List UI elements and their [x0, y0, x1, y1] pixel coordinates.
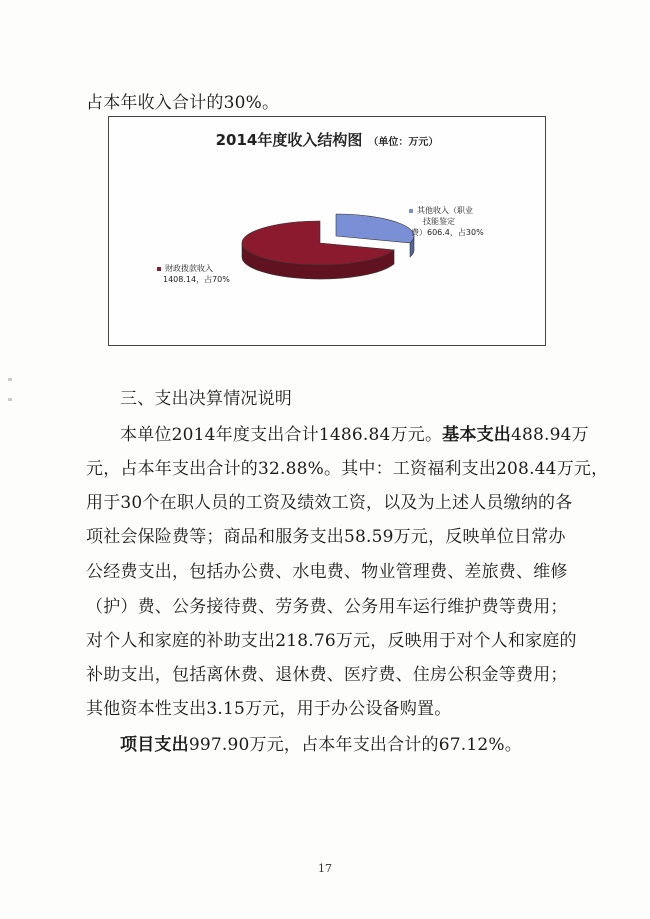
page-number: 17	[318, 862, 332, 875]
legend-other-income	[409, 205, 484, 238]
basic-expenditure-label: 基本支出	[442, 425, 511, 445]
paragraph-line-4: 项社会保险费等；商品和服务支出58.59万元，反映单位日常办	[86, 527, 566, 547]
legend-swatch-fiscal	[157, 267, 161, 271]
paragraph-line-8: 补助支出，包括离休费、退休费、医疗费、住房公积金等费用；	[86, 665, 568, 685]
project-expenditure-label: 项目支出	[120, 735, 189, 755]
paragraph-line-7: 对个人和家庭的补助支出218.76万元，反映用于对个人和家庭的	[86, 631, 577, 651]
scan-mark	[8, 398, 12, 401]
scan-mark	[8, 378, 12, 381]
line1-text-a: 本单位2014年度支出合计1486.84万元。	[120, 425, 443, 445]
legend-fiscal-line1: 财政拨款收入	[165, 264, 213, 273]
legend-other-line2: 技能鉴定	[423, 217, 455, 226]
legend-fiscal-income	[157, 263, 230, 285]
section-heading: 三、支出决算情况说明	[120, 389, 292, 409]
legend-other-line1: 其他收入（职业	[417, 206, 473, 215]
paragraph-line-3: 用于30个在职人员的工资及绩效工资，以及为上述人员缴纳的各	[86, 493, 573, 513]
paragraph-line-5: 公经费支出，包括办公费、水电费、物业管理费、差旅费、维修	[86, 562, 568, 582]
project-expenditure-text: 997.90万元，占本年支出合计的67.12%。	[188, 735, 522, 755]
line1-text-c: 488.94万	[510, 425, 589, 445]
project-expenditure-line	[120, 730, 522, 755]
paragraph-line-1	[120, 420, 589, 445]
chart-unit-label: （单位：万元）	[368, 137, 439, 148]
pie-slice	[336, 214, 414, 243]
legend-fiscal-line2: 1408.14，占70%	[163, 275, 230, 284]
legend-other-line3: 费）606.4，占30%	[411, 228, 484, 237]
paragraph-line-6: （护）费、公务接待费、劳务费、公务用车运行维护费等费用；	[86, 597, 568, 617]
paragraph-line-9: 其他资本性支出3.15万元，用于办公设备购置。	[86, 699, 452, 719]
intro-line: 占本年收入合计的30%。	[86, 93, 280, 113]
paragraph-line-2: 元，占本年支出合计的32.88%。其中：工资福利支出208.44万元，	[86, 459, 609, 479]
income-structure-chart	[108, 116, 546, 346]
legend-swatch-other	[409, 209, 413, 213]
chart-title-text: 2014年度收入结构图	[215, 131, 363, 149]
